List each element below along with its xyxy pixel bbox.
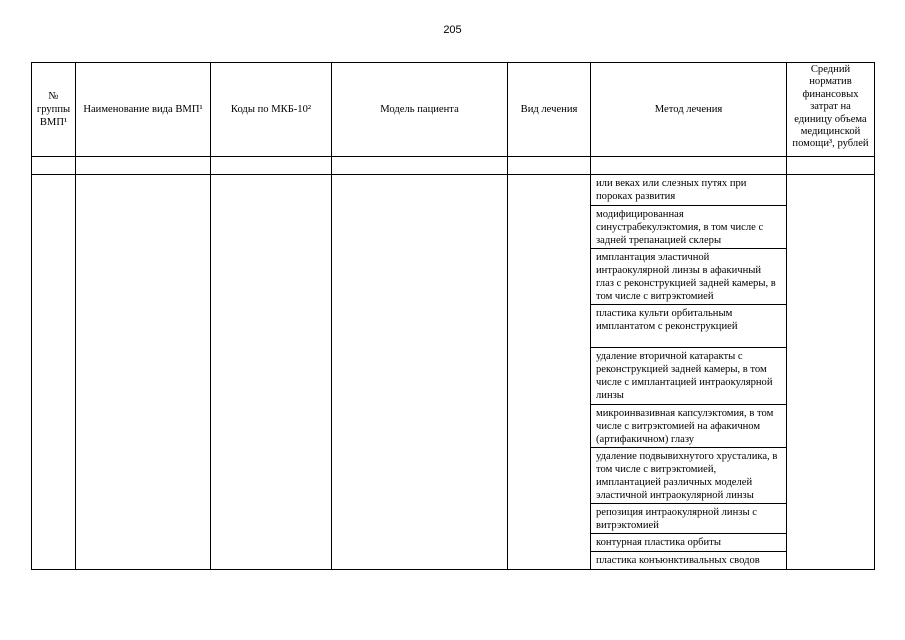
cell-cost-standard [787,175,875,570]
blank-cell [591,157,787,175]
blank-row [32,157,875,175]
method-cell: или веках или слезных путях при пороках развития [591,175,787,206]
cell-treatment-type [508,175,591,570]
header-treatment-method: Метод лечения [591,63,787,157]
method-cell: удаление подвывихнутого хрусталика, в том числе с витрэктомией, имплантацией различных моделей эластичной интраокулярной линзы [591,448,787,504]
header-group-number: № группы ВМП¹ [32,63,76,157]
table-body [32,157,875,570]
method-cell: удаление вторичной катаракты с реконструкцией задней камеры, в том числе с имплантацией интраокулярной линзы [591,348,787,405]
table-head [32,63,875,157]
header-patient-model: Модель пациента [332,63,508,157]
cell-icd-codes [211,175,332,570]
blank-cell [508,157,591,175]
header-row [32,63,875,157]
table-row [32,175,875,206]
cell-vmp-name [76,175,211,570]
page-number: 205 [443,24,462,36]
header-vmp-name: Наименование вида ВМП¹ [76,63,211,157]
blank-cell [76,157,211,175]
method-cell: имплантация эластичной интраокулярной линзы в афакичный глаз с реконструкцией задней камеры, в том числе с витрэктомией [591,249,787,305]
method-cell: модифицированная синустрабекулэктомия, в том числе с задней трепанацией склеры [591,206,787,249]
blank-cell [32,157,76,175]
header-cost-standard: Средний норматив финансовых затрат на единицу объема медицинской помощи³, рублей [787,63,875,157]
method-cell: контурная пластика орбиты [591,534,787,552]
cell-patient-model [332,175,508,570]
header-icd-codes: Коды по МКБ-10² [211,63,332,157]
blank-cell [787,157,875,175]
method-cell: пластика конъюнктивальных сводов [591,552,787,570]
method-cell: микроинвазивная капсулэктомия, в том числе с витрэктомией на афакичном (артифакичном) глазу [591,405,787,448]
vmp-table [31,62,875,570]
blank-cell [211,157,332,175]
blank-cell [332,157,508,175]
cell-group-number [32,175,76,570]
method-cell: пластика культи орбитальным имплантатом с реконструкцией [591,305,787,348]
method-cell: репозиция интраокулярной линзы с витрэктомией [591,504,787,534]
header-treatment-type: Вид лечения [508,63,591,157]
